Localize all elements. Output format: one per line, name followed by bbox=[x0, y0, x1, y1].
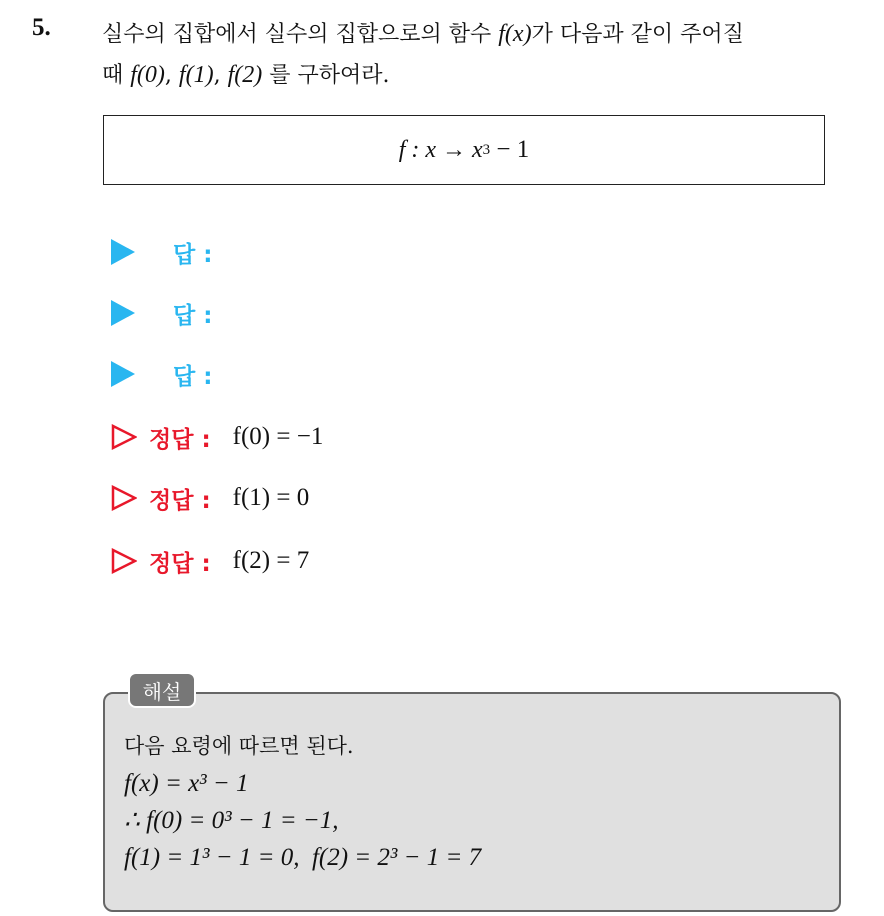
solution-content bbox=[124, 728, 481, 876]
question-item-2: f(2) bbox=[227, 62, 263, 88]
solution-line-2: f(x) = x³ − 1 bbox=[124, 770, 249, 797]
formula-box: f : x → x 3 − 1 bbox=[103, 115, 825, 185]
correct-row-3 bbox=[111, 541, 309, 581]
question-item-0: f(0) bbox=[130, 62, 165, 88]
answer-label: 답 : bbox=[173, 241, 213, 268]
outline-triangle-icon bbox=[111, 485, 137, 511]
correct-row-2 bbox=[111, 478, 309, 518]
correct-label: 정답 : bbox=[149, 426, 211, 453]
answer-row-1[interactable] bbox=[111, 232, 212, 272]
solution-line-3: ∴ f(0) = 0³ − 1 = −1, bbox=[124, 807, 339, 834]
filled-triangle-icon bbox=[111, 300, 135, 326]
question-text: 실수의 집합에서 실수의 집합으로의 함수 f(x)가 다음과 같이 주어질 때 f(0), f(1), f(2) 를 구하여라. bbox=[102, 21, 744, 88]
question-function: f(x) bbox=[498, 21, 532, 47]
filled-triangle-icon bbox=[111, 361, 135, 387]
question-item-1: f(1) bbox=[178, 62, 214, 88]
outline-triangle-icon bbox=[111, 424, 137, 450]
answer-row-2[interactable] bbox=[111, 293, 212, 333]
correct-answer-1: f(0) = −1 bbox=[232, 423, 324, 450]
question-text-part1: 실수의 집합에서 실수의 집합으로의 함수 bbox=[102, 22, 492, 47]
correct-row-1 bbox=[111, 417, 323, 457]
correct-answer-2: f(1) = 0 bbox=[232, 484, 310, 511]
answer-label: 답 : bbox=[173, 302, 213, 329]
correct-label: 정답 : bbox=[149, 487, 211, 514]
question-number: 5. bbox=[32, 14, 51, 41]
outline-triangle-icon bbox=[111, 548, 137, 574]
question-text-part4: 를 구하여라. bbox=[269, 63, 390, 88]
filled-triangle-icon bbox=[111, 239, 135, 265]
answer-row-3[interactable] bbox=[111, 354, 212, 394]
formula-rhs: − 1 bbox=[490, 136, 530, 163]
question-text-part3: 때 bbox=[102, 63, 124, 88]
solution-line-4: f(1) = 1³ − 1 = 0, f(2) = 2³ − 1 = 7 bbox=[124, 844, 482, 871]
formula-lhs: f : x → x bbox=[398, 136, 483, 163]
answer-label: 답 : bbox=[173, 363, 213, 390]
solution-tab: 해설 bbox=[128, 672, 196, 708]
correct-label: 정답 : bbox=[149, 550, 211, 577]
question-text-part2: 가 다음과 같이 주어질 bbox=[531, 22, 744, 47]
correct-answer-3: f(2) = 7 bbox=[232, 547, 310, 574]
solution-line-1: 다음 요령에 따르면 된다. bbox=[124, 734, 354, 758]
